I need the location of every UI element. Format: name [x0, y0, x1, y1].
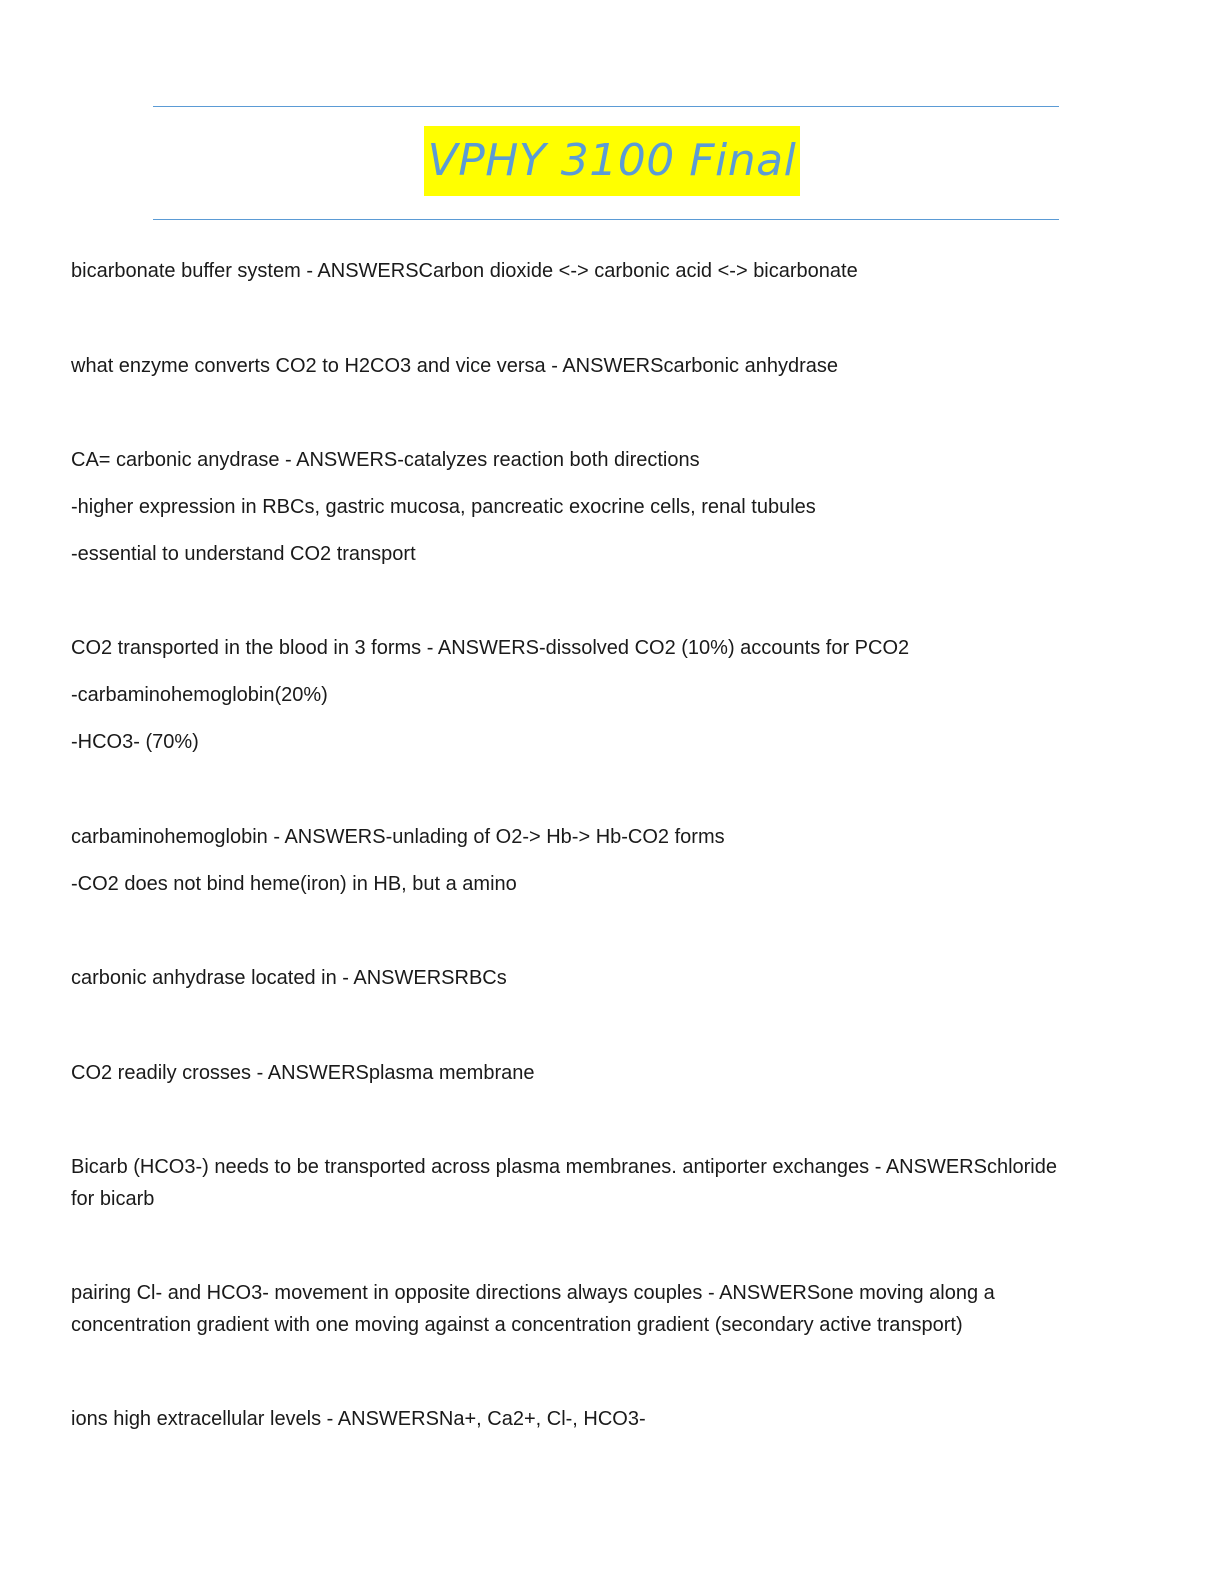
qa-line: CO2 transported in the blood in 3 forms - ANSWERS-dissolved CO2 (10%) accounts for PCO2	[71, 637, 910, 659]
qa-line: CA= carbonic anydrase - ANSWERS-catalyzes reaction both directions	[71, 449, 700, 471]
qa-line: what enzyme converts CO2 to H2CO3 and vice versa - ANSWERScarbonic anhydrase	[71, 355, 838, 377]
qa-line: bicarbonate buffer system - ANSWERSCarbon dioxide <-> carbonic acid <-> bicarbonate	[71, 260, 858, 282]
qa-line: carbonic anhydrase located in - ANSWERSRBCs	[71, 967, 507, 989]
qa-line: -CO2 does not bind heme(iron) in HB, but a amino	[71, 873, 517, 895]
title-container	[0, 126, 1224, 196]
document-title: VPHY 3100 Final	[424, 126, 801, 196]
qa-line: Bicarb (HCO3-) needs to be transported across plasma membranes. antiporter exchanges - ANSWERSchloride	[71, 1156, 1057, 1178]
qa-line: -higher expression in RBCs, gastric mucosa, pancreatic exocrine cells, renal tubules	[71, 496, 816, 518]
qa-line: pairing Cl- and HCO3- movement in opposite directions always couples - ANSWERSone moving along a	[71, 1282, 995, 1304]
qa-line: -carbaminohemoglobin(20%)	[71, 684, 328, 706]
title-top-rule	[153, 106, 1059, 107]
qa-line: concentration gradient with one moving against a concentration gradient (secondary active transport)	[71, 1314, 963, 1336]
qa-line: ions high extracellular levels - ANSWERSNa+, Ca2+, Cl-, HCO3-	[71, 1408, 646, 1430]
qa-line: carbaminohemoglobin - ANSWERS-unlading of O2-> Hb-> Hb-CO2 forms	[71, 826, 725, 848]
qa-line: CO2 readily crosses - ANSWERSplasma membrane	[71, 1062, 535, 1084]
title-bottom-rule	[153, 219, 1059, 220]
qa-line: -HCO3- (70%)	[71, 731, 199, 753]
qa-line: -essential to understand CO2 transport	[71, 543, 416, 565]
qa-line: for bicarb	[71, 1188, 155, 1210]
